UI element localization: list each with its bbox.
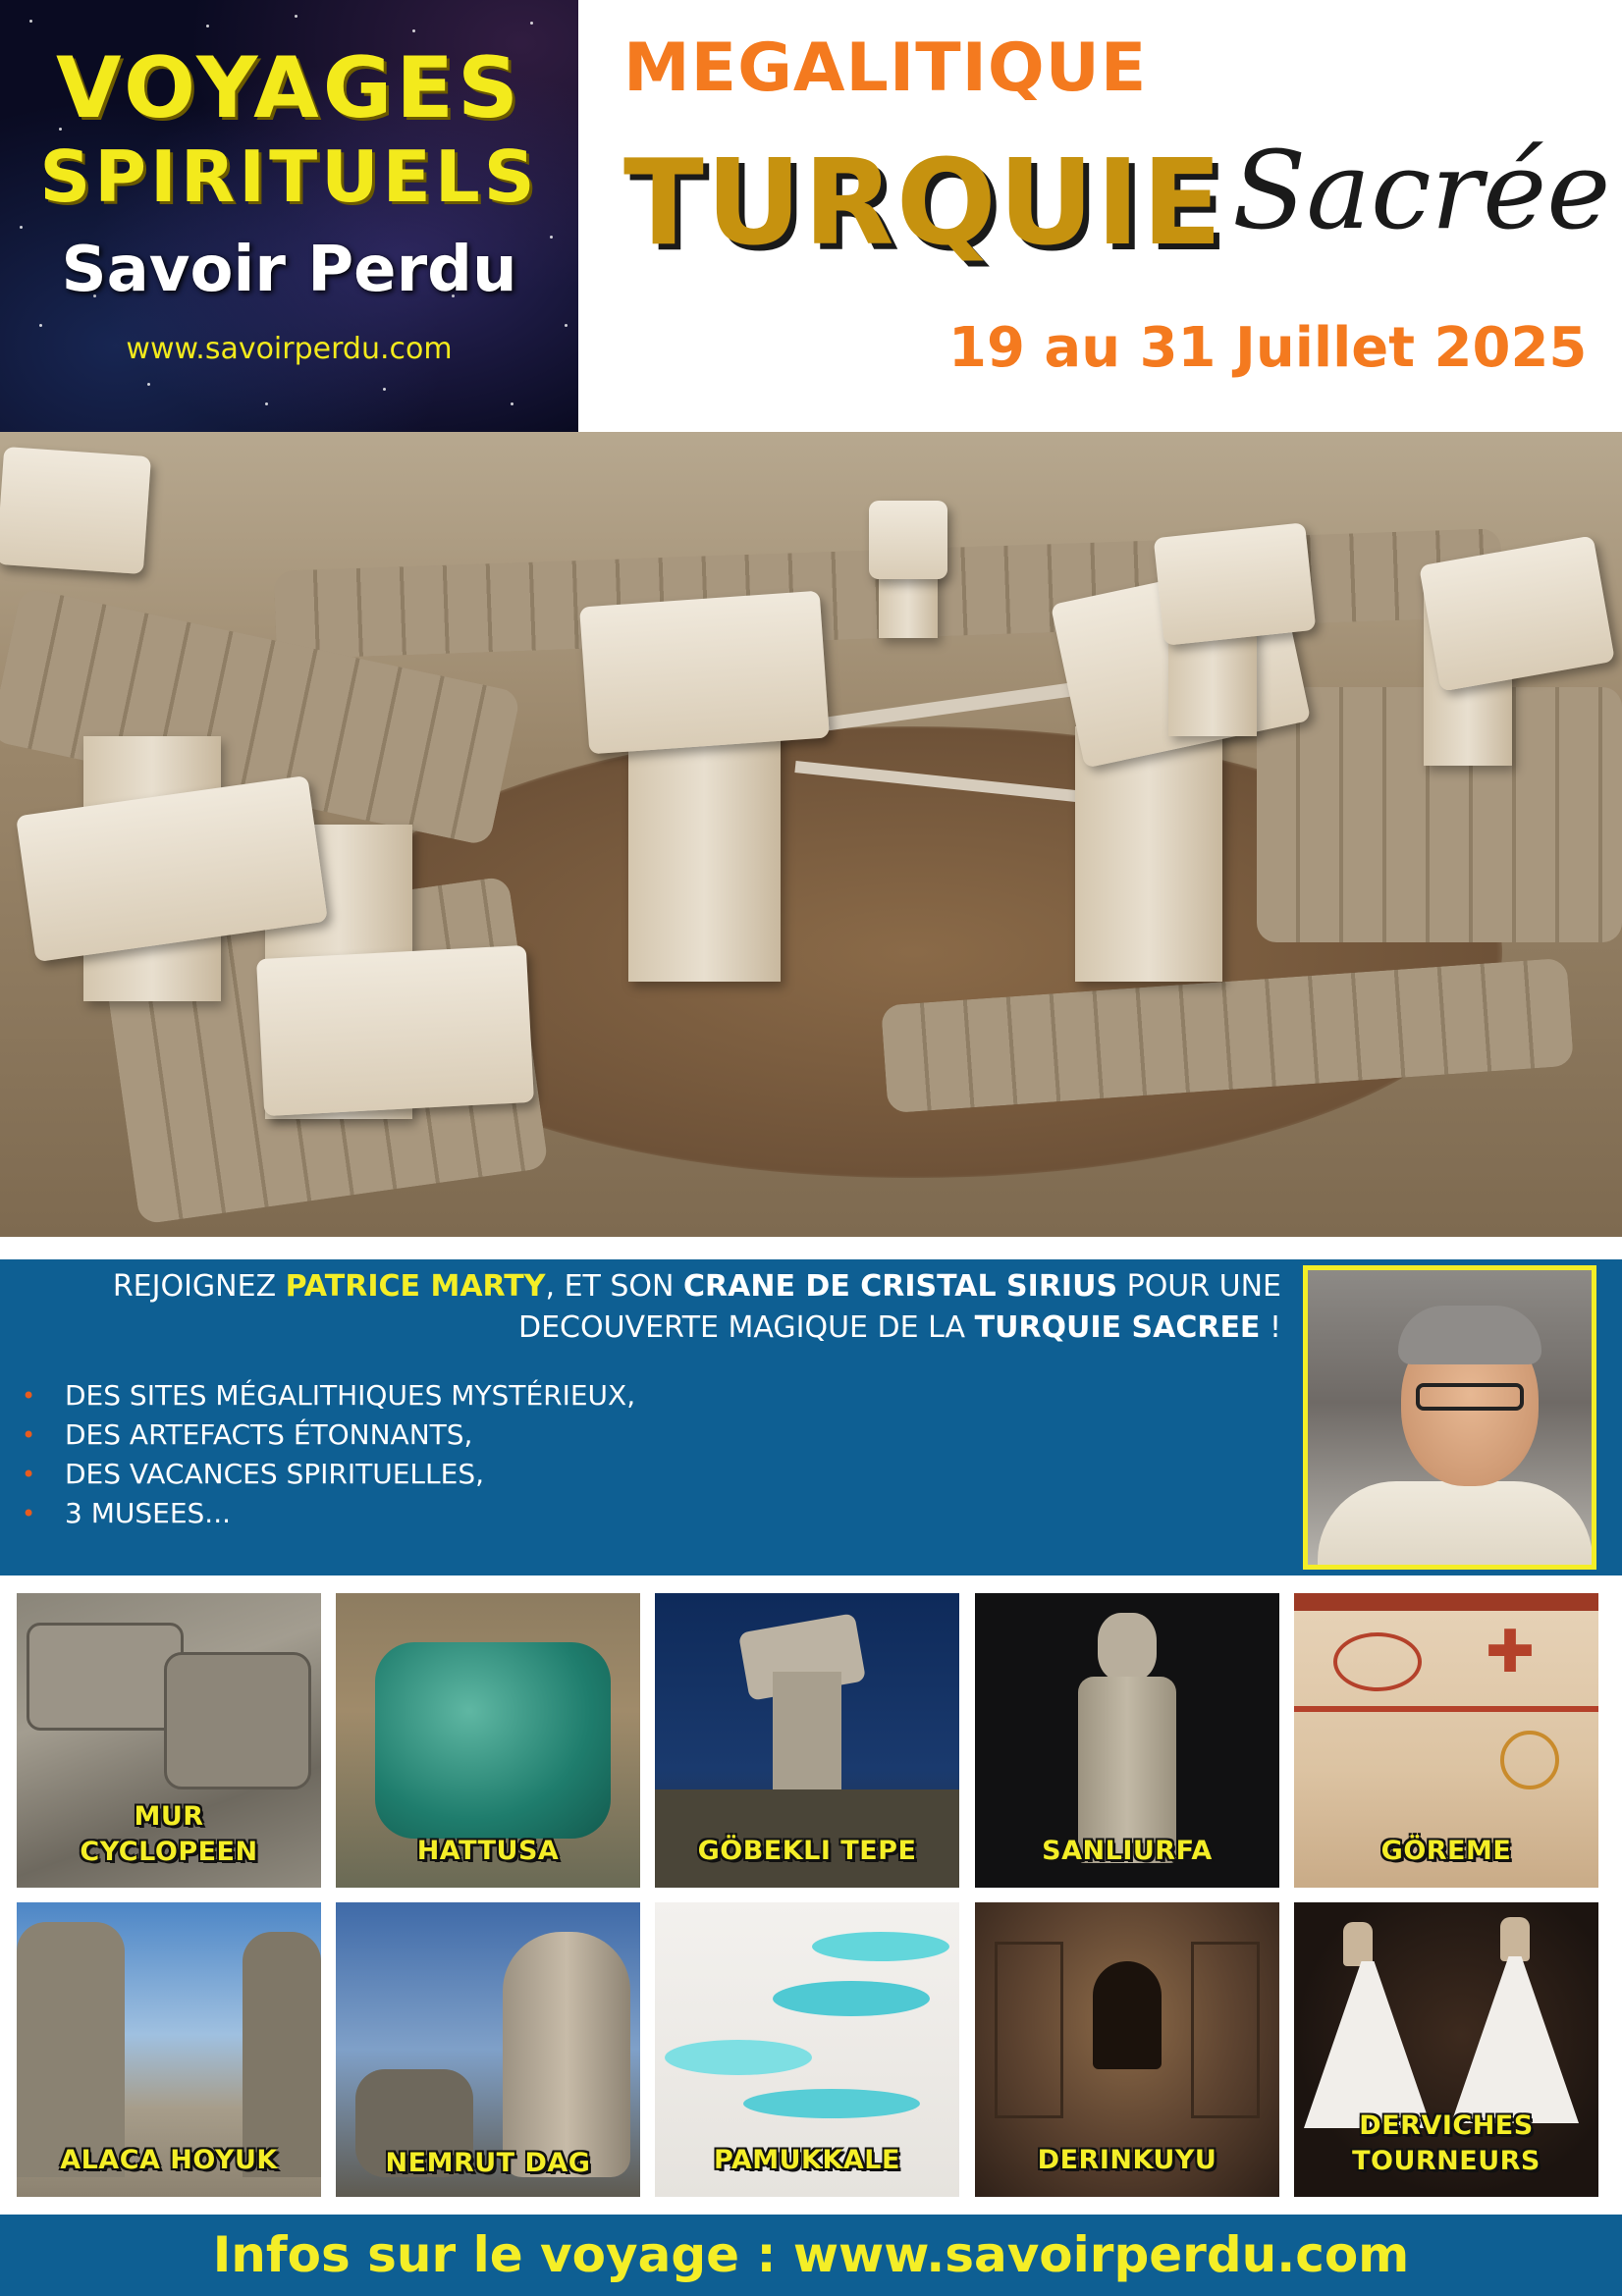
- sphinx-gate: [17, 1922, 125, 2177]
- tile-caption: [975, 1834, 1279, 1869]
- gallery-tile-mur-cyclopeen: [17, 1593, 321, 1888]
- t-pillar: [256, 945, 534, 1116]
- list-item-text: DES ARTEFACTS ÉTONNANTS,: [65, 1418, 473, 1451]
- tile-caption-line: MUR: [134, 1801, 204, 1832]
- lead-text: POUR UNE: [1117, 1269, 1281, 1304]
- logo-url: www.savoirperdu.com: [126, 332, 453, 366]
- title-kicker: MEGALITIQUE: [623, 29, 1148, 107]
- gallery-tile-sanliurfa: [975, 1593, 1279, 1888]
- carved-wall: [995, 1942, 1063, 2118]
- tile-caption-line: PAMUKKALE: [714, 2145, 900, 2175]
- tile-caption-line: CYCLOPEEN: [80, 1837, 258, 1867]
- tile-caption: [17, 2143, 321, 2178]
- bullet-icon: •: [22, 1500, 36, 1527]
- tile-caption-line: HATTUSA: [416, 1836, 560, 1866]
- tile-caption: [1294, 2109, 1598, 2179]
- tile-caption-line: GÖBEKLI TEPE: [697, 1836, 917, 1866]
- fresco-halo: [1500, 1731, 1559, 1789]
- gallery-tile-nemrut-dag: [336, 1902, 640, 2197]
- voyages-spirituels-logo: [0, 0, 578, 432]
- portrait-hair: [1398, 1306, 1541, 1364]
- stone-block: [164, 1652, 311, 1789]
- list-item-text: 3 MUSEES...: [65, 1497, 231, 1529]
- tile-caption: [336, 1834, 640, 1869]
- list-item-text: DES VACANCES SPIRITUELLES,: [65, 1458, 484, 1490]
- lead-text: !: [1260, 1310, 1281, 1345]
- portrait-glasses: [1416, 1383, 1524, 1411]
- t-pillar: [579, 591, 830, 755]
- info-lead-text: [39, 1266, 1281, 1349]
- destination-name: TURQUIE SACREE: [974, 1310, 1261, 1345]
- gobekli-tepe-hero-photo: [0, 432, 1622, 1237]
- title-script: Sacrée: [1232, 128, 1611, 253]
- lead-text: , ET SON: [545, 1269, 684, 1304]
- travertine-pool: [665, 2040, 812, 2075]
- t-pillar: [0, 447, 151, 574]
- gallery-tile-derinkuyu: [975, 1902, 1279, 2197]
- gallery-tile-hattusa: [336, 1593, 640, 1888]
- tile-caption-line: DERVICHES: [1359, 2110, 1534, 2141]
- tile-caption-line: NEMRUT DAG: [385, 2148, 591, 2178]
- tile-caption-line: GÖREME: [1380, 1836, 1512, 1866]
- travertine-pool: [773, 1981, 930, 2016]
- tile-caption: [975, 2143, 1279, 2178]
- tile-caption: [655, 2143, 959, 2178]
- tile-caption-line: SANLIURFA: [1042, 1836, 1213, 1866]
- fresco-bird: [1333, 1632, 1422, 1691]
- stone-head: [503, 1932, 630, 2177]
- crystal-skull-name: CRANE DE CRISTAL SIRIUS: [683, 1269, 1118, 1304]
- page-title: TURQUIE: [623, 135, 1224, 272]
- t-pillar: [869, 501, 947, 579]
- footer-info-link[interactable]: Infos sur le voyage : www.savoirperdu.com: [212, 2226, 1410, 2283]
- trip-dates: 19 au 31 Juillet 2025: [948, 316, 1588, 380]
- dervish-figure: [1451, 1956, 1579, 2123]
- dervish-figure: [1304, 1961, 1432, 2128]
- list-item: [18, 1494, 635, 1533]
- tile-caption-line: DERINKUYU: [1037, 2145, 1217, 2175]
- guide-name: PATRICE MARTY: [285, 1269, 546, 1304]
- travertine-pool: [743, 2089, 920, 2118]
- dervish-hat: [1500, 1917, 1530, 1961]
- stone-block: [27, 1623, 184, 1731]
- gallery-tile-alaca-hoyuk: [17, 1902, 321, 2197]
- fresco-border: [1294, 1706, 1598, 1712]
- guide-portrait-photo: [1303, 1265, 1596, 1570]
- list-item: [18, 1376, 635, 1415]
- cross-icon: ✚: [1485, 1618, 1536, 1686]
- gallery-tile-goreme: [1294, 1593, 1598, 1888]
- t-pillar: [628, 726, 781, 982]
- bullet-icon: •: [22, 1382, 36, 1410]
- gallery-tile-gobekli-tepe: [655, 1593, 959, 1888]
- tile-caption: [336, 2146, 640, 2181]
- tile-caption: [1294, 1834, 1598, 1869]
- logo-voyages: VOYAGES: [56, 39, 522, 137]
- gallery-tile-pamukkale: [655, 1902, 959, 2197]
- bullet-icon: •: [22, 1461, 36, 1488]
- tile-caption-line: ALACA HOYUK: [60, 2145, 278, 2175]
- statue-head: [1098, 1613, 1157, 1682]
- gallery-tile-derviches-tourneurs: [1294, 1902, 1598, 2197]
- list-item: [18, 1455, 635, 1494]
- list-item-text: DES SITES MÉGALITHIQUES MYSTÉRIEUX,: [65, 1379, 636, 1412]
- sphinx-gate: [243, 1932, 321, 2177]
- portrait-jacket: [1318, 1481, 1593, 1570]
- highlights-list: [18, 1376, 635, 1533]
- list-item: [18, 1415, 635, 1455]
- tile-caption-line: TOURNEURS: [1352, 2146, 1541, 2176]
- travertine-pool: [812, 1932, 949, 1961]
- tunnel-opening: [1093, 1961, 1162, 2069]
- carved-wall: [1191, 1942, 1260, 2118]
- lead-text: REJOIGNEZ: [112, 1269, 286, 1304]
- tile-caption: [655, 1834, 959, 1869]
- green-stone: [375, 1642, 611, 1839]
- logo-savoir-perdu: Savoir Perdu: [61, 234, 517, 306]
- t-pillar: [1154, 522, 1317, 646]
- dervish-hat: [1343, 1922, 1373, 1966]
- bullet-icon: •: [22, 1421, 36, 1449]
- lead-text: DECOUVERTE MAGIQUE DE LA: [517, 1310, 975, 1345]
- tile-caption: [17, 1799, 321, 1870]
- logo-spirituels: SPIRITUELS: [39, 135, 539, 218]
- fresco-border: [1294, 1593, 1598, 1611]
